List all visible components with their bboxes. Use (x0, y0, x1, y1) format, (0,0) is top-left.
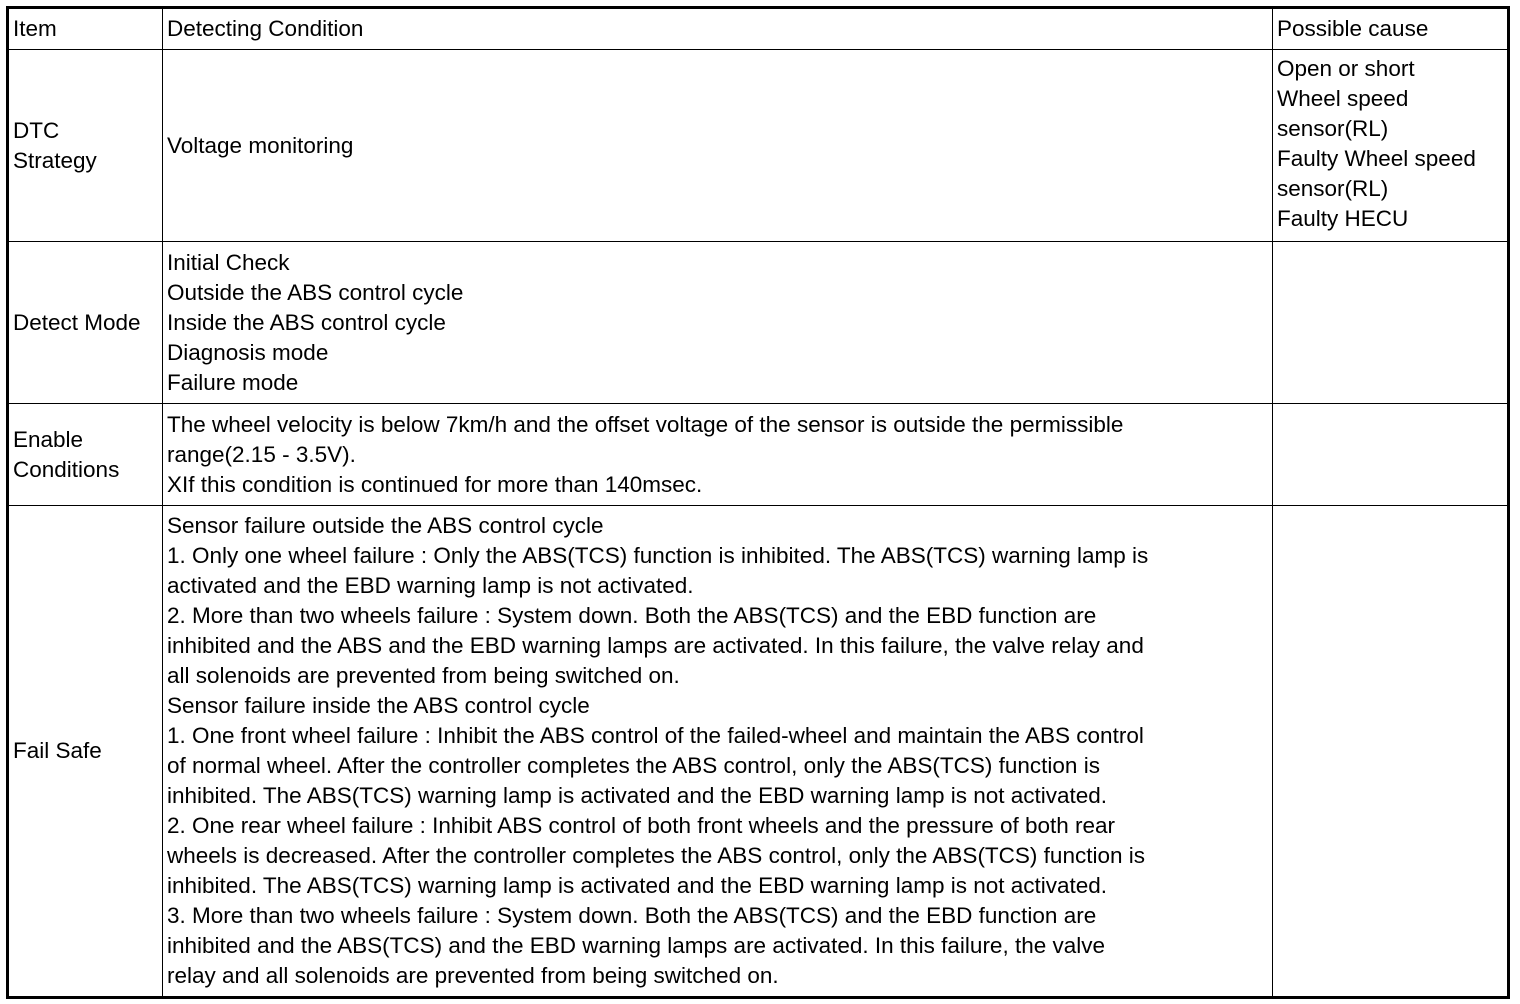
text-line: DTC (13, 117, 60, 143)
text-line: Diagnosis mode (167, 339, 329, 365)
cell-cause-detect-mode (1273, 242, 1509, 404)
text-line: 1. Only one wheel failure : Only the ABS(TCS) function is inhibited. The ABS(TCS) warning lamp is (167, 543, 1149, 568)
text-line: Sensor failure inside the ABS control cycle (167, 693, 590, 718)
cell-cause-fail-safe (1273, 506, 1509, 998)
text-line: inhibited and the ABS(TCS) and the EBD warning lamps are activated. In this failure, the valve (167, 933, 1106, 958)
cell-item-fail-safe (8, 506, 163, 998)
text-line: 3. More than two wheels failure : System down. Both the ABS(TCS) and the EBD function are (167, 903, 1097, 928)
text-line: inhibited and the ABS and the EBD warning lamps are activated. In this failure, the valve relay and (167, 633, 1144, 658)
table-row-enable-conditions (8, 404, 1509, 506)
text-line: Voltage monitoring (167, 132, 354, 158)
cell-condition-dtc-strategy (163, 50, 1273, 242)
text-line: Sensor failure outside the ABS control cycle (167, 513, 604, 538)
text-line: inhibited. The ABS(TCS) warning lamp is activated and the EBD warning lamp is not activated. (167, 783, 1108, 808)
text-line: inhibited. The ABS(TCS) warning lamp is activated and the EBD warning lamp is not activated. (167, 873, 1108, 898)
text-line: Inside the ABS control cycle (167, 309, 446, 335)
table-row-dtc-strategy (8, 50, 1509, 242)
text-line: range(2.15 - 3.5V). (167, 441, 356, 467)
table-header-row (8, 8, 1509, 50)
text-line: of normal wheel. After the controller completes the ABS control, only the ABS(TCS) function is (167, 753, 1100, 778)
text-line: relay and all solenoids are prevented from being switched on. (167, 963, 779, 988)
cell-condition-enable-conditions (163, 404, 1273, 506)
text-line: 2. More than two wheels failure : System down. Both the ABS(TCS) and the EBD function are (167, 603, 1097, 628)
cell-item-enable-conditions (8, 404, 163, 506)
text-line: Open or short (1277, 56, 1415, 81)
text-line: wheels is decreased. After the controller completes the ABS control, only the ABS(TCS) function is (167, 843, 1145, 868)
table-row-fail-safe (8, 506, 1509, 998)
text-line: Faulty Wheel speed (1277, 146, 1476, 171)
cell-cause-enable-conditions (1273, 404, 1509, 506)
text-line: all solenoids are prevented from being switched on. (167, 663, 680, 688)
cell-item-dtc-strategy (8, 50, 163, 242)
text-line: Wheel speed (1277, 86, 1409, 111)
text-line: activated and the EBD warning lamp is not activated. (167, 573, 694, 598)
text-line: Strategy (13, 147, 97, 173)
text-line: XIf this condition is continued for more than 140msec. (167, 471, 703, 497)
header-item: Item (8, 8, 163, 50)
text-line: Failure mode (167, 369, 299, 395)
cell-cause-dtc-strategy (1273, 50, 1509, 242)
cell-item-detect-mode (8, 242, 163, 404)
text-line: 2. One rear wheel failure : Inhibit ABS control of both front wheels and the pressure of both rear (167, 813, 1116, 838)
text-line: sensor(RL) (1277, 116, 1389, 141)
text-line: The wheel velocity is below 7km/h and the offset voltage of the sensor is outside the permissible (167, 411, 1124, 437)
text-line: Enable (13, 426, 84, 452)
text-line: Faulty HECU (1277, 206, 1409, 231)
text-line: Conditions (13, 456, 120, 482)
table-row-detect-mode (8, 242, 1509, 404)
text-line: Detect Mode (13, 309, 141, 335)
diagnostic-table (6, 6, 1510, 999)
cell-condition-detect-mode (163, 242, 1273, 404)
text-line: Initial Check (167, 249, 290, 275)
text-line: Fail Safe (13, 738, 102, 763)
cell-condition-fail-safe (163, 506, 1273, 998)
header-possible-cause: Possible cause (1273, 8, 1509, 50)
header-detecting-condition: Detecting Condition (163, 8, 1273, 50)
text-line: 1. One front wheel failure : Inhibit the ABS control of the failed-wheel and maintain the ABS control (167, 723, 1144, 748)
text-line: Outside the ABS control cycle (167, 279, 464, 305)
text-line: sensor(RL) (1277, 176, 1389, 201)
